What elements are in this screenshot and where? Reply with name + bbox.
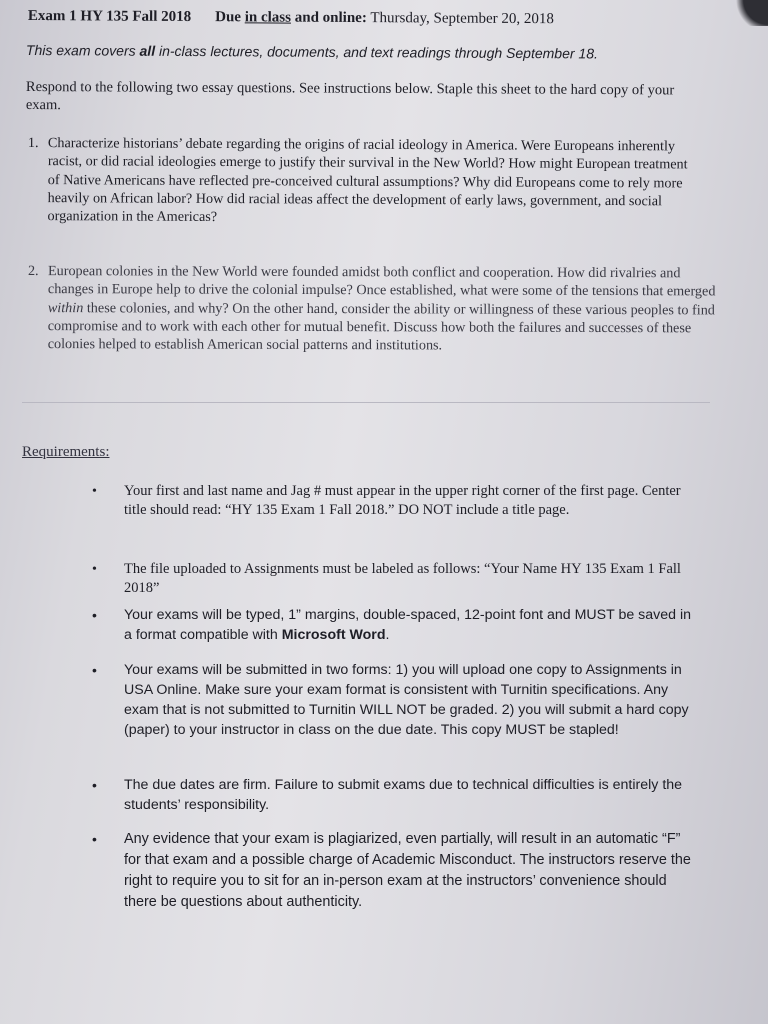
coverage-note: This exam covers all in-class lectures, documents, and text readings through September 18.: [25, 42, 598, 62]
requirement-item: • Your first and last name and Jag # must appear in the upper right corner of the first page. Center title should read: “HY 135 Exam 1 Fall 2018.” DO NOT include a title page.: [92, 483, 681, 518]
requirement-item: • The due dates are firm. Failure to submit exams due to technical difficulties is entirely the students’ responsibility.: [92, 777, 683, 813]
bullet-icon: •: [92, 607, 97, 623]
essay-question-2: [28, 262, 718, 356]
bullet-icon: •: [92, 831, 97, 847]
section-divider: [22, 402, 710, 403]
exam-title: Exam 1 HY 135 Fall 2018: [27, 8, 192, 25]
question-number: 2.: [27, 263, 39, 280]
requirement-item: • Any evidence that your exam is plagiarized, even partially, will result in an automatic “F” for that exam and a possible charge of Academic Misconduct. The instructors reserve the right to require you to sit for an in-person exam at the instructors’ convenience should there be questions about authenticity.: [92, 831, 691, 910]
microsoft-word-emphasis: Microsoft Word: [281, 627, 386, 643]
essay-question-1: [28, 134, 700, 229]
requirement-item: • Your exams will be submitted in two forms: 1) you will upload one copy to Assignments in USA Online. Make sure your exam format is consistent with Turnitin specifications. Any exam that is not submitted to Turnitin WILL NOT be graded. 2) you will submit a hard copy (paper) to your instructor in class on the due date. This copy MUST be stapled!: [92, 662, 689, 738]
bullet-icon: •: [92, 484, 97, 499]
coverage-emphasis: all: [139, 42, 156, 59]
exam-header: [28, 8, 728, 29]
question-emphasis: within: [47, 299, 84, 316]
question-text: Characterize historians’ debate regarding the origins of racial ideology in America. Were Europeans inherently racist, or did racial ideologies emerge to justify their survival in the New World? How might European treatment of Native Americans have reflected pre-conceived cultural assumptions? Why did Europeans come to rely more heavily on African labor? How did racial ideas affect the development of early laws, government, and social organization in the Americas?: [47, 135, 688, 226]
question-number: 1.: [27, 134, 39, 152]
due-label: Due: [215, 9, 245, 26]
requirement-item: • Your exams will be typed, 1” margins, double-spaced, 12-point font and MUST be saved in a format compatible with Microsoft Word.: [92, 607, 692, 643]
bullet-icon: •: [92, 562, 97, 577]
bullet-icon: •: [92, 662, 97, 678]
corner-shadow: [732, 0, 768, 26]
question-text: European colonies in the New World were founded amidst both conflict and cooperation. How did rivalries and changes in Europe help to drive the colonial impulse? Once established, what were some of the tensions that emerged within these colonies, and why? On the other hand, consider the ability or willingness of these various peoples to find compromise and to work with each other for mutual benefit. Discuss how both the failures and successes of these colonies helped to establish American social patterns and institutions.: [47, 263, 716, 354]
due-online: and online:: [290, 9, 367, 27]
requirement-item: • The file uploaded to Assignments must be labeled as follows: “Your Name HY 135 Exam 1 Fall 2018”: [92, 561, 681, 596]
due-date: Thursday, September 20, 2018: [370, 10, 554, 28]
instructions-intro: Respond to the following two essay questions. See instructions below. Staple this sheet to the hard copy of your exam.: [25, 78, 675, 114]
requirements-heading: Requirements:: [22, 444, 110, 460]
bullet-icon: •: [92, 777, 97, 793]
due-in-class: in class: [244, 9, 292, 26]
